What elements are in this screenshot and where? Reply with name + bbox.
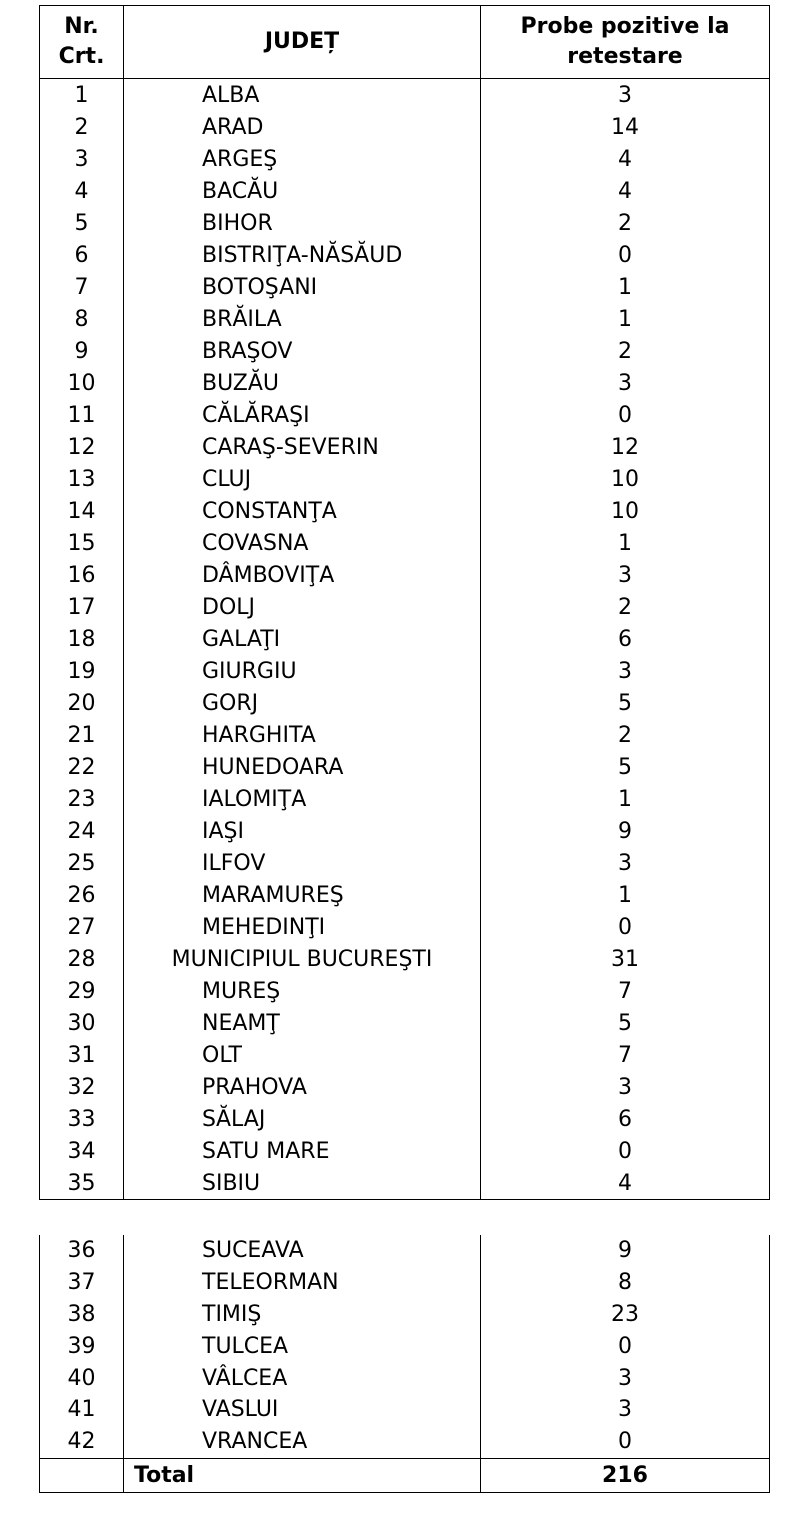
table-row	[40, 655, 770, 687]
county-name: IALOMIŢA	[124, 783, 481, 815]
row-number: 34	[40, 1135, 124, 1167]
county-name: OLT	[124, 1039, 481, 1071]
table-row	[40, 303, 770, 335]
county-name: VÂLCEA	[124, 1362, 481, 1394]
county-name: CARAŞ-SEVERIN	[124, 431, 481, 463]
table-row	[40, 175, 770, 207]
county-name: IAŞI	[124, 815, 481, 847]
positive-count: 3	[481, 367, 770, 399]
positive-count: 0	[481, 1330, 770, 1362]
row-number: 8	[40, 303, 124, 335]
county-name: CONSTANŢA	[124, 495, 481, 527]
county-name: BRĂILA	[124, 303, 481, 335]
positive-count: 8	[481, 1267, 770, 1299]
row-number: 35	[40, 1167, 124, 1200]
positive-count: 1	[481, 527, 770, 559]
table-row	[40, 207, 770, 239]
row-number: 26	[40, 879, 124, 911]
positive-count: 3	[481, 79, 770, 112]
row-number: 16	[40, 559, 124, 591]
county-name: SATU MARE	[124, 1135, 481, 1167]
county-name: BISTRIŢA-NĂSĂUD	[124, 239, 481, 271]
table-row	[40, 1007, 770, 1039]
positive-count: 3	[481, 655, 770, 687]
county-name: ARAD	[124, 111, 481, 143]
positive-count: 2	[481, 335, 770, 367]
row-number: 33	[40, 1103, 124, 1135]
positive-count: 4	[481, 1167, 770, 1200]
table-row	[40, 879, 770, 911]
positive-count: 23	[481, 1299, 770, 1331]
positive-count: 2	[481, 719, 770, 751]
positive-count: 31	[481, 943, 770, 975]
table-row	[40, 1135, 770, 1167]
county-name: GIURGIU	[124, 655, 481, 687]
positive-count: 1	[481, 783, 770, 815]
table-row	[40, 1071, 770, 1103]
row-number: 1	[40, 79, 124, 112]
table-row	[40, 1362, 770, 1394]
positive-count: 1	[481, 879, 770, 911]
table-row	[40, 719, 770, 751]
table-row	[40, 1426, 770, 1458]
row-number: 4	[40, 175, 124, 207]
row-number: 39	[40, 1330, 124, 1362]
positive-count: 0	[481, 1135, 770, 1167]
positive-count: 6	[481, 1103, 770, 1135]
table-row	[40, 591, 770, 623]
row-number: 11	[40, 399, 124, 431]
table-row	[40, 527, 770, 559]
row-number: 19	[40, 655, 124, 687]
table-row	[40, 271, 770, 303]
county-name: HARGHITA	[124, 719, 481, 751]
table-row	[40, 975, 770, 1007]
row-number: 38	[40, 1299, 124, 1331]
positive-count: 3	[481, 1071, 770, 1103]
row-number: 7	[40, 271, 124, 303]
table-row	[40, 463, 770, 495]
county-name: MUREŞ	[124, 975, 481, 1007]
row-number: 31	[40, 1039, 124, 1071]
positive-count: 10	[481, 495, 770, 527]
row-number: 10	[40, 367, 124, 399]
table-row	[40, 623, 770, 655]
header-nr-line1: Nr.	[64, 14, 99, 39]
row-number: 23	[40, 783, 124, 815]
positive-count: 4	[481, 175, 770, 207]
row-number: 25	[40, 847, 124, 879]
header-probe-pozitive	[481, 6, 770, 79]
table-row	[40, 399, 770, 431]
county-name: BUZĂU	[124, 367, 481, 399]
row-number: 20	[40, 687, 124, 719]
table-row	[40, 367, 770, 399]
row-number: 14	[40, 495, 124, 527]
header-nr-crt	[40, 6, 124, 79]
total-value: 216	[481, 1458, 770, 1492]
county-name: SUCEAVA	[124, 1235, 481, 1267]
table-row	[40, 1235, 770, 1267]
county-name: CLUJ	[124, 463, 481, 495]
total-label: Total	[124, 1458, 481, 1492]
table-row	[40, 1039, 770, 1071]
county-name: HUNEDOARA	[124, 751, 481, 783]
header-probe-line2: retestare	[567, 44, 683, 69]
table-row	[40, 911, 770, 943]
row-number: 3	[40, 143, 124, 175]
row-number: 15	[40, 527, 124, 559]
row-number: 36	[40, 1235, 124, 1267]
county-name: BIHOR	[124, 207, 481, 239]
county-name: GALAŢI	[124, 623, 481, 655]
positive-count: 0	[481, 911, 770, 943]
county-name: VASLUI	[124, 1394, 481, 1426]
table-row	[40, 1330, 770, 1362]
table-row	[40, 943, 770, 975]
county-name: TELEORMAN	[124, 1267, 481, 1299]
table-header-row	[40, 6, 770, 79]
table-row	[40, 431, 770, 463]
positive-count: 9	[481, 815, 770, 847]
table-row	[40, 847, 770, 879]
county-name: CĂLĂRAŞI	[124, 399, 481, 431]
table-row	[40, 783, 770, 815]
row-number: 32	[40, 1071, 124, 1103]
county-name: MUNICIPIUL BUCUREŞTI	[124, 943, 481, 975]
positive-count: 3	[481, 847, 770, 879]
county-table-continued	[39, 1235, 770, 1493]
header-probe-line1: Probe pozitive la	[520, 14, 730, 39]
table-row	[40, 687, 770, 719]
row-number: 17	[40, 591, 124, 623]
positive-count: 10	[481, 463, 770, 495]
positive-count: 0	[481, 239, 770, 271]
table-row	[40, 1267, 770, 1299]
positive-count: 14	[481, 111, 770, 143]
positive-count: 7	[481, 975, 770, 1007]
county-name: BOTOŞANI	[124, 271, 481, 303]
row-number: 29	[40, 975, 124, 1007]
row-number: 24	[40, 815, 124, 847]
positive-count: 1	[481, 271, 770, 303]
positive-count: 12	[481, 431, 770, 463]
county-name: ARGEŞ	[124, 143, 481, 175]
row-number: 42	[40, 1426, 124, 1458]
county-name: SIBIU	[124, 1167, 481, 1200]
row-number: 30	[40, 1007, 124, 1039]
table-row	[40, 1394, 770, 1426]
row-number: 27	[40, 911, 124, 943]
row-number: 6	[40, 239, 124, 271]
county-name: ILFOV	[124, 847, 481, 879]
table-row	[40, 495, 770, 527]
positive-count: 7	[481, 1039, 770, 1071]
county-name: VRANCEA	[124, 1426, 481, 1458]
table-row	[40, 143, 770, 175]
county-name: MARAMUREŞ	[124, 879, 481, 911]
county-name: MEHEDINŢI	[124, 911, 481, 943]
positive-count: 3	[481, 1394, 770, 1426]
row-number: 21	[40, 719, 124, 751]
county-name: NEAMŢ	[124, 1007, 481, 1039]
row-number: 22	[40, 751, 124, 783]
row-number: 13	[40, 463, 124, 495]
row-number: 5	[40, 207, 124, 239]
county-name: PRAHOVA	[124, 1071, 481, 1103]
table-row	[40, 1167, 770, 1200]
header-judet: JUDEȚ	[124, 6, 481, 79]
row-number: 40	[40, 1362, 124, 1394]
positive-count: 5	[481, 1007, 770, 1039]
county-name: TIMIŞ	[124, 1299, 481, 1331]
positive-count: 2	[481, 207, 770, 239]
header-nr-line2: Crt.	[58, 44, 105, 69]
positive-count: 3	[481, 1362, 770, 1394]
positive-count: 6	[481, 623, 770, 655]
county-name: GORJ	[124, 687, 481, 719]
positive-count: 0	[481, 399, 770, 431]
positive-count: 3	[481, 559, 770, 591]
row-number: 37	[40, 1267, 124, 1299]
positive-count: 4	[481, 143, 770, 175]
table-row	[40, 751, 770, 783]
county-name: SĂLAJ	[124, 1103, 481, 1135]
positive-count: 9	[481, 1235, 770, 1267]
table-row	[40, 335, 770, 367]
total-empty-cell	[40, 1458, 124, 1492]
row-number: 9	[40, 335, 124, 367]
row-number: 2	[40, 111, 124, 143]
table-row	[40, 111, 770, 143]
positive-count: 2	[481, 591, 770, 623]
county-name: COVASNA	[124, 527, 481, 559]
positive-count: 1	[481, 303, 770, 335]
table-row	[40, 1103, 770, 1135]
row-number: 12	[40, 431, 124, 463]
county-name: DÂMBOVIŢA	[124, 559, 481, 591]
county-name: ALBA	[124, 79, 481, 112]
county-name: DOLJ	[124, 591, 481, 623]
county-name: TULCEA	[124, 1330, 481, 1362]
county-table	[39, 5, 770, 1200]
positive-count: 5	[481, 751, 770, 783]
positive-count: 5	[481, 687, 770, 719]
table-row	[40, 559, 770, 591]
positive-count: 0	[481, 1426, 770, 1458]
row-number: 41	[40, 1394, 124, 1426]
county-name: BRAŞOV	[124, 335, 481, 367]
table-row	[40, 1299, 770, 1331]
table-row	[40, 79, 770, 112]
row-number: 18	[40, 623, 124, 655]
table-row	[40, 239, 770, 271]
row-number: 28	[40, 943, 124, 975]
table-row	[40, 815, 770, 847]
total-row	[40, 1458, 770, 1492]
county-name: BACĂU	[124, 175, 481, 207]
